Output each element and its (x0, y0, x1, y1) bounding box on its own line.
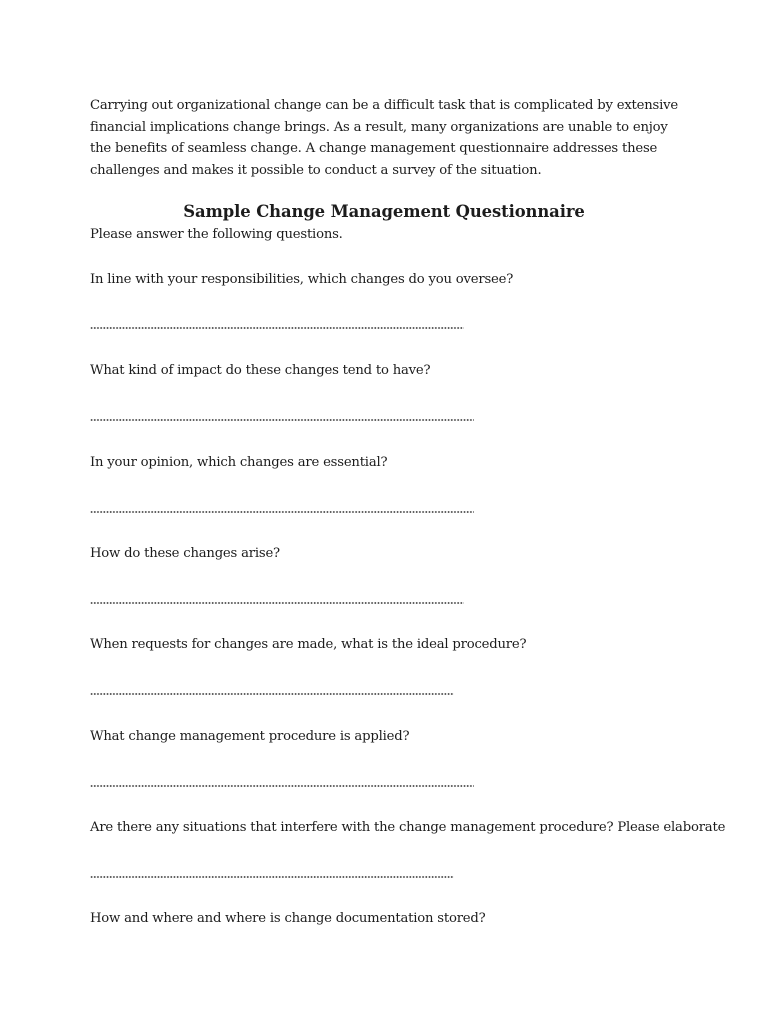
answer-line-6[interactable] (90, 784, 474, 788)
answer-line-1[interactable] (90, 326, 464, 330)
question-7: Are there any situations that interfere with the change management procedure? Please elaborate (90, 820, 726, 835)
question-5: When requests for changes are made, what is the ideal procedure? (90, 637, 527, 652)
answer-line-5[interactable] (90, 692, 454, 696)
answer-line-2[interactable] (90, 418, 474, 422)
question-1: In line with your responsibilities, which changes do you oversee? (90, 272, 514, 287)
question-8: How and where and where is change documentation stored? (90, 911, 486, 926)
intro-paragraph: Carrying out organizational change can be a difficult task that is complicated by extensive financial implications change brings. As a result, many organizations are unable to enjoy the benefits of seamless change. A change management questionnaire addresses these challenges and makes it possible to conduct a survey of the situation. (90, 98, 678, 178)
question-6: What change management procedure is applied? (90, 729, 410, 744)
question-4: How do these changes arise? (90, 546, 280, 561)
question-3: In your opinion, which changes are essential? (90, 455, 388, 470)
answer-line-3[interactable] (90, 510, 474, 514)
instruction-text: Please answer the following questions. (90, 227, 343, 242)
question-2: What kind of impact do these changes tend to have? (90, 363, 431, 378)
page-title: Sample Change Management Questionnaire (183, 202, 585, 221)
answer-line-4[interactable] (90, 601, 464, 605)
answer-line-7[interactable] (90, 875, 454, 879)
